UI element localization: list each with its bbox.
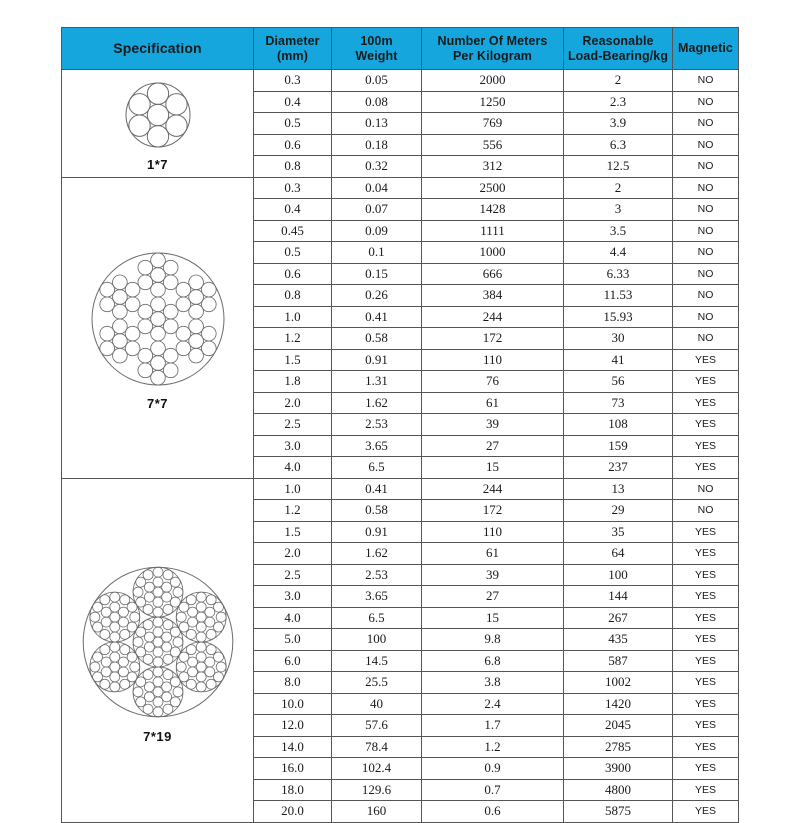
cell-weight: 129.6 <box>332 779 422 801</box>
cell-magnetic: NO <box>673 263 739 285</box>
cell-meters_per_kg: 244 <box>422 478 564 500</box>
cell-magnetic: YES <box>673 801 739 823</box>
cell-load_bearing: 41 <box>564 349 673 371</box>
cell-weight: 40 <box>332 693 422 715</box>
cell-weight: 3.65 <box>332 586 422 608</box>
cell-meters_per_kg: 39 <box>422 414 564 436</box>
cell-meters_per_kg: 172 <box>422 500 564 522</box>
table-row[interactable] <box>62 177 739 199</box>
column-header-specification[interactable] <box>62 28 254 70</box>
spec-table-container <box>61 27 739 819</box>
cell-meters_per_kg: 3.8 <box>422 672 564 694</box>
cell-meters_per_kg: 61 <box>422 392 564 414</box>
cell-meters_per_kg: 9.8 <box>422 629 564 651</box>
cell-weight: 0.05 <box>332 70 422 92</box>
cell-magnetic: YES <box>673 650 739 672</box>
table-row[interactable] <box>62 70 739 92</box>
cell-load_bearing: 6.33 <box>564 263 673 285</box>
column-header-load_bearing[interactable] <box>564 28 673 70</box>
cell-meters_per_kg: 1428 <box>422 199 564 221</box>
cell-weight: 0.41 <box>332 478 422 500</box>
wire-rope-1x7-cross-section <box>118 75 198 155</box>
cell-weight: 2.53 <box>332 564 422 586</box>
cell-diameter: 1.0 <box>254 306 332 328</box>
cell-magnetic: NO <box>673 220 739 242</box>
cell-weight: 102.4 <box>332 758 422 780</box>
cell-meters_per_kg: 1.2 <box>422 736 564 758</box>
cell-load_bearing: 13 <box>564 478 673 500</box>
cell-weight: 0.32 <box>332 156 422 178</box>
cell-meters_per_kg: 27 <box>422 586 564 608</box>
cell-magnetic: NO <box>673 134 739 156</box>
column-header-line: (mm) <box>277 48 308 63</box>
cell-magnetic: YES <box>673 607 739 629</box>
cell-magnetic: YES <box>673 435 739 457</box>
cell-diameter: 1.2 <box>254 328 332 350</box>
cell-magnetic: NO <box>673 177 739 199</box>
cell-magnetic: YES <box>673 758 739 780</box>
specification-label: 7*7 <box>146 396 169 411</box>
cell-weight: 3.65 <box>332 435 422 457</box>
cell-magnetic: NO <box>673 306 739 328</box>
cell-weight: 0.04 <box>332 177 422 199</box>
cell-diameter: 1.2 <box>254 500 332 522</box>
cell-weight: 0.26 <box>332 285 422 307</box>
cell-load_bearing: 435 <box>564 629 673 651</box>
cell-magnetic: YES <box>673 521 739 543</box>
cell-meters_per_kg: 0.9 <box>422 758 564 780</box>
cell-meters_per_kg: 39 <box>422 564 564 586</box>
cell-magnetic: YES <box>673 371 739 393</box>
table-body <box>62 70 739 823</box>
specification-illustration-group <box>62 70 253 177</box>
header-row <box>62 28 739 70</box>
cell-load_bearing: 6.3 <box>564 134 673 156</box>
column-header-line: Magnetic <box>678 41 733 56</box>
cell-meters_per_kg: 172 <box>422 328 564 350</box>
column-header-weight[interactable] <box>332 28 422 70</box>
column-header-magnetic[interactable] <box>673 28 739 70</box>
cell-diameter: 16.0 <box>254 758 332 780</box>
cell-diameter: 1.0 <box>254 478 332 500</box>
cell-meters_per_kg: 312 <box>422 156 564 178</box>
cell-meters_per_kg: 0.6 <box>422 801 564 823</box>
cell-diameter: 10.0 <box>254 693 332 715</box>
cell-diameter: 0.5 <box>254 242 332 264</box>
specification-illustration-group <box>62 479 253 822</box>
cell-diameter: 2.5 <box>254 564 332 586</box>
cell-magnetic: NO <box>673 113 739 135</box>
wire-rope-specification-table <box>61 27 739 823</box>
cell-meters_per_kg: 1111 <box>422 220 564 242</box>
cell-magnetic: NO <box>673 70 739 92</box>
column-header-line: Load-Bearing/kg <box>567 48 669 63</box>
cell-magnetic: NO <box>673 242 739 264</box>
specification-cell-7x7 <box>62 177 254 478</box>
cell-diameter: 14.0 <box>254 736 332 758</box>
cell-magnetic: NO <box>673 156 739 178</box>
cell-weight: 0.08 <box>332 91 422 113</box>
cell-meters_per_kg: 1250 <box>422 91 564 113</box>
cell-magnetic: YES <box>673 586 739 608</box>
cell-meters_per_kg: 556 <box>422 134 564 156</box>
cell-meters_per_kg: 2500 <box>422 177 564 199</box>
specification-illustration-group <box>62 178 253 478</box>
cell-diameter: 0.6 <box>254 263 332 285</box>
cell-weight: 78.4 <box>332 736 422 758</box>
cell-diameter: 0.4 <box>254 199 332 221</box>
cell-diameter: 4.0 <box>254 457 332 479</box>
cell-load_bearing: 3.9 <box>564 113 673 135</box>
cell-meters_per_kg: 76 <box>422 371 564 393</box>
cell-meters_per_kg: 1000 <box>422 242 564 264</box>
cell-load_bearing: 4.4 <box>564 242 673 264</box>
cell-load_bearing: 73 <box>564 392 673 414</box>
cell-load_bearing: 3 <box>564 199 673 221</box>
cell-load_bearing: 267 <box>564 607 673 629</box>
cell-load_bearing: 1002 <box>564 672 673 694</box>
cell-meters_per_kg: 769 <box>422 113 564 135</box>
cell-meters_per_kg: 2000 <box>422 70 564 92</box>
cell-weight: 0.58 <box>332 500 422 522</box>
cell-diameter: 0.6 <box>254 134 332 156</box>
cell-magnetic: NO <box>673 500 739 522</box>
column-header-meters_per_kg[interactable] <box>422 28 564 70</box>
cell-weight: 1.31 <box>332 371 422 393</box>
column-header-line: Reasonable <box>582 34 654 49</box>
cell-weight: 6.5 <box>332 457 422 479</box>
cell-diameter: 1.5 <box>254 521 332 543</box>
cell-weight: 0.41 <box>332 306 422 328</box>
specification-cell-1x7 <box>62 70 254 178</box>
cell-diameter: 3.0 <box>254 586 332 608</box>
cell-weight: 0.91 <box>332 349 422 371</box>
cell-magnetic: YES <box>673 349 739 371</box>
cell-weight: 1.62 <box>332 392 422 414</box>
cell-weight: 57.6 <box>332 715 422 737</box>
cell-diameter: 2.0 <box>254 392 332 414</box>
cell-diameter: 1.5 <box>254 349 332 371</box>
cell-magnetic: YES <box>673 672 739 694</box>
cell-weight: 0.09 <box>332 220 422 242</box>
cell-weight: 1.62 <box>332 543 422 565</box>
cell-weight: 0.58 <box>332 328 422 350</box>
cell-weight: 0.07 <box>332 199 422 221</box>
cell-meters_per_kg: 15 <box>422 607 564 629</box>
cell-load_bearing: 587 <box>564 650 673 672</box>
cell-load_bearing: 2 <box>564 70 673 92</box>
cell-diameter: 0.8 <box>254 285 332 307</box>
cell-diameter: 2.0 <box>254 543 332 565</box>
cell-load_bearing: 108 <box>564 414 673 436</box>
specification-cell-7x19 <box>62 478 254 822</box>
cell-diameter: 5.0 <box>254 629 332 651</box>
cell-magnetic: YES <box>673 414 739 436</box>
cell-diameter: 0.45 <box>254 220 332 242</box>
specification-label: 7*19 <box>143 728 172 744</box>
cell-weight: 14.5 <box>332 650 422 672</box>
cell-diameter: 1.8 <box>254 371 332 393</box>
cell-diameter: 3.0 <box>254 435 332 457</box>
cell-load_bearing: 3.5 <box>564 220 673 242</box>
cell-load_bearing: 2045 <box>564 715 673 737</box>
column-header-line: Per Kilogram <box>452 48 532 63</box>
cell-weight: 25.5 <box>332 672 422 694</box>
cell-load_bearing: 56 <box>564 371 673 393</box>
cell-load_bearing: 64 <box>564 543 673 565</box>
cell-magnetic: YES <box>673 564 739 586</box>
cell-meters_per_kg: 110 <box>422 349 564 371</box>
cell-weight: 0.15 <box>332 263 422 285</box>
cell-diameter: 12.0 <box>254 715 332 737</box>
cell-load_bearing: 4800 <box>564 779 673 801</box>
cell-load_bearing: 29 <box>564 500 673 522</box>
cell-meters_per_kg: 6.8 <box>422 650 564 672</box>
column-header-line: Number Of Meters <box>437 34 548 49</box>
cell-meters_per_kg: 244 <box>422 306 564 328</box>
cell-load_bearing: 237 <box>564 457 673 479</box>
cell-magnetic: NO <box>673 199 739 221</box>
column-header-line: 100m <box>360 34 393 49</box>
column-header-line: Diameter <box>265 34 320 49</box>
cell-load_bearing: 2.3 <box>564 91 673 113</box>
wire-rope-7x19-cross-section <box>73 557 243 727</box>
table-header <box>62 28 739 70</box>
cell-diameter: 0.3 <box>254 70 332 92</box>
cell-load_bearing: 15.93 <box>564 306 673 328</box>
column-header-line: Specification <box>113 40 202 57</box>
cell-magnetic: YES <box>673 736 739 758</box>
cell-meters_per_kg: 2.4 <box>422 693 564 715</box>
cell-magnetic: YES <box>673 715 739 737</box>
cell-magnetic: NO <box>673 91 739 113</box>
cell-magnetic: YES <box>673 457 739 479</box>
cell-diameter: 8.0 <box>254 672 332 694</box>
cell-diameter: 4.0 <box>254 607 332 629</box>
cell-load_bearing: 30 <box>564 328 673 350</box>
cell-meters_per_kg: 15 <box>422 457 564 479</box>
cell-magnetic: YES <box>673 693 739 715</box>
cell-meters_per_kg: 61 <box>422 543 564 565</box>
cell-weight: 100 <box>332 629 422 651</box>
wire-rope-7x7-cross-section <box>83 244 233 394</box>
cell-load_bearing: 35 <box>564 521 673 543</box>
cell-load_bearing: 11.53 <box>564 285 673 307</box>
cell-meters_per_kg: 110 <box>422 521 564 543</box>
cell-diameter: 18.0 <box>254 779 332 801</box>
column-header-diameter[interactable] <box>254 28 332 70</box>
cell-load_bearing: 1420 <box>564 693 673 715</box>
cell-weight: 0.18 <box>332 134 422 156</box>
cell-load_bearing: 12.5 <box>564 156 673 178</box>
cell-magnetic: NO <box>673 285 739 307</box>
cell-load_bearing: 159 <box>564 435 673 457</box>
cell-magnetic: YES <box>673 392 739 414</box>
cell-weight: 0.1 <box>332 242 422 264</box>
cell-weight: 0.13 <box>332 113 422 135</box>
cell-magnetic: YES <box>673 543 739 565</box>
cell-weight: 0.91 <box>332 521 422 543</box>
column-header-line: Weight <box>355 48 398 63</box>
cell-meters_per_kg: 1.7 <box>422 715 564 737</box>
cell-magnetic: YES <box>673 629 739 651</box>
cell-diameter: 0.3 <box>254 177 332 199</box>
cell-load_bearing: 3900 <box>564 758 673 780</box>
cell-magnetic: YES <box>673 779 739 801</box>
cell-weight: 160 <box>332 801 422 823</box>
cell-meters_per_kg: 384 <box>422 285 564 307</box>
cell-load_bearing: 5875 <box>564 801 673 823</box>
cell-weight: 6.5 <box>332 607 422 629</box>
cell-load_bearing: 2 <box>564 177 673 199</box>
cell-weight: 2.53 <box>332 414 422 436</box>
cell-magnetic: NO <box>673 328 739 350</box>
cell-load_bearing: 2785 <box>564 736 673 758</box>
cell-magnetic: NO <box>673 478 739 500</box>
cell-meters_per_kg: 27 <box>422 435 564 457</box>
cell-meters_per_kg: 666 <box>422 263 564 285</box>
cell-diameter: 0.8 <box>254 156 332 178</box>
cell-load_bearing: 100 <box>564 564 673 586</box>
cell-diameter: 20.0 <box>254 801 332 823</box>
cell-diameter: 2.5 <box>254 414 332 436</box>
table-row[interactable] <box>62 478 739 500</box>
cell-diameter: 0.4 <box>254 91 332 113</box>
cell-meters_per_kg: 0.7 <box>422 779 564 801</box>
cell-load_bearing: 144 <box>564 586 673 608</box>
specification-label: 1*7 <box>146 156 169 172</box>
cell-diameter: 0.5 <box>254 113 332 135</box>
cell-diameter: 6.0 <box>254 650 332 672</box>
